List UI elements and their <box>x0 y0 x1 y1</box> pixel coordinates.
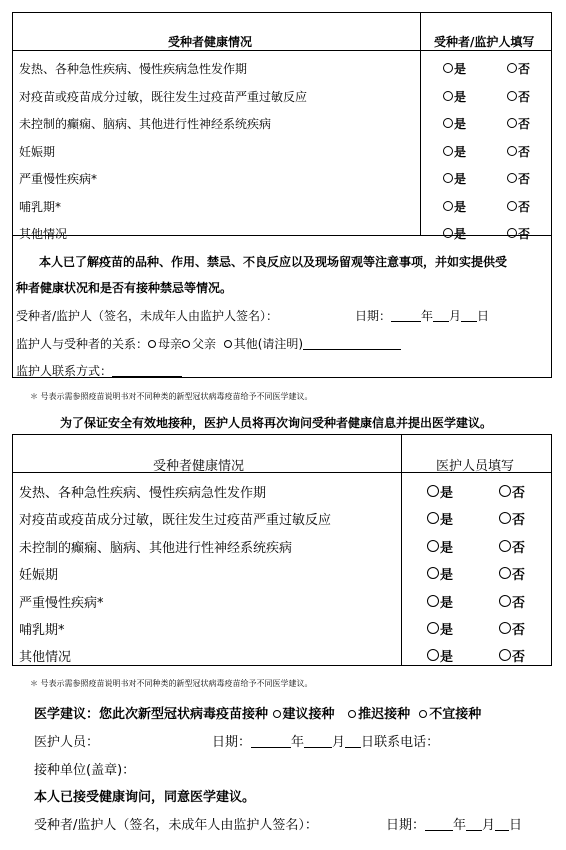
month-field[interactable] <box>433 309 449 322</box>
no-radio-icon[interactable] <box>507 173 517 183</box>
yes-label-2: 是 <box>440 595 454 611</box>
final-signature-label: 受种者/监护人（签名，未成年人由监护人签名）： <box>34 818 318 833</box>
yes-option-2[interactable] <box>427 509 453 528</box>
yes-radio-icon[interactable] <box>427 622 439 634</box>
yes-radio-icon[interactable] <box>427 540 439 552</box>
no-label-2: 否 <box>512 568 526 584</box>
no-radio-icon[interactable] <box>507 63 517 73</box>
no-label: 否 <box>518 199 531 214</box>
final-date-line <box>386 814 522 833</box>
advice-postpone-label: 推迟接种 <box>358 707 411 722</box>
no-radio-icon[interactable] <box>499 567 511 579</box>
yes-option[interactable] <box>443 115 466 132</box>
yes-label-2: 是 <box>440 513 454 529</box>
no-radio-icon[interactable] <box>499 485 511 497</box>
no-radio-icon[interactable] <box>507 146 517 156</box>
medical-advice-line <box>34 703 481 722</box>
recipient-form-table <box>12 12 552 378</box>
yes-radio-icon[interactable] <box>443 228 453 238</box>
no-option-2[interactable] <box>499 564 525 583</box>
medical-staff-form-table <box>12 434 552 666</box>
no-option[interactable] <box>507 143 530 160</box>
radio-recommend[interactable] <box>273 710 281 718</box>
col-header-condition-2: 受种者健康情况 <box>153 459 245 474</box>
yes-label: 是 <box>454 144 467 159</box>
radio-father[interactable] <box>182 340 190 348</box>
final-year-label: 年 <box>453 818 467 833</box>
day-label: 日 <box>477 309 490 323</box>
staff-day-field[interactable] <box>345 735 361 748</box>
yes-radio-icon[interactable] <box>443 118 453 128</box>
condition-label-2: 严重慢性疾病* <box>19 595 104 611</box>
condition-label: 哺乳期* <box>19 199 62 214</box>
relation-label: 监护人与受种者的关系： <box>16 337 149 351</box>
column-divider-2 <box>401 435 402 665</box>
yes-label-2: 是 <box>440 568 454 584</box>
column-divider <box>420 13 421 235</box>
yes-option-2[interactable] <box>427 564 453 583</box>
yes-option[interactable] <box>443 143 466 160</box>
contact-label: 监护人联系方式： <box>16 364 113 378</box>
no-radio-icon[interactable] <box>499 512 511 524</box>
no-label-2: 否 <box>512 595 526 611</box>
year-field[interactable] <box>391 309 421 322</box>
yes-radio-icon[interactable] <box>427 567 439 579</box>
condition-label: 其他情况 <box>19 227 68 241</box>
no-radio-icon[interactable] <box>499 540 511 552</box>
col-header-condition: 受种者健康情况 <box>168 35 253 49</box>
yes-radio-icon[interactable] <box>443 146 453 156</box>
staff-date-label: 日期： <box>212 735 252 750</box>
yes-radio-icon[interactable] <box>443 201 453 211</box>
radio-postpone[interactable] <box>348 710 356 718</box>
vaccination-unit-label: 接种单位(盖章)： <box>34 763 136 778</box>
yes-option-2[interactable] <box>427 619 453 638</box>
relation-mother-label: 母亲 <box>158 337 183 351</box>
yes-label-2: 是 <box>440 540 454 556</box>
condition-label: 严重慢性疾病* <box>19 172 98 186</box>
yes-option[interactable] <box>443 88 466 105</box>
yes-option-2[interactable] <box>427 646 453 665</box>
footnote-2: ＊ 号表示需参照疫苗说明书对不同种类的新型冠状病毒疫苗给予不同医学建议。 <box>30 679 313 688</box>
col-header-fill: 受种者/监护人填写 <box>434 35 535 49</box>
date-label: 日期： <box>355 309 392 323</box>
no-option-2[interactable] <box>499 646 525 665</box>
no-radio-icon[interactable] <box>507 201 517 211</box>
day-field[interactable] <box>461 309 477 322</box>
advice-label: 医学建议：您此次新型冠状病毒疫苗接种 <box>34 707 269 722</box>
contact-field[interactable] <box>112 364 182 377</box>
yes-option[interactable] <box>443 198 466 215</box>
yes-label: 是 <box>454 62 467 76</box>
no-option[interactable] <box>507 60 530 77</box>
relation-other-field[interactable] <box>303 337 401 350</box>
yes-radio-icon[interactable] <box>427 485 439 497</box>
condition-label-2: 其他情况 <box>19 650 72 666</box>
staff-month-label: 月 <box>332 735 346 750</box>
staff-month-field[interactable] <box>304 735 332 748</box>
no-label-2: 否 <box>512 486 526 501</box>
yes-label-2: 是 <box>440 486 454 501</box>
no-label: 否 <box>518 227 531 241</box>
signature-label: 受种者/监护人（签名，未成年人由监护人签名）： <box>16 309 279 323</box>
no-option-2[interactable] <box>499 619 525 638</box>
final-month-field[interactable] <box>466 818 482 831</box>
radio-not-suitable[interactable] <box>419 710 427 718</box>
final-day-label: 日 <box>509 818 523 833</box>
no-option-2[interactable] <box>499 509 525 528</box>
signature-line <box>16 307 278 324</box>
advice-not-suitable-label: 不宜接种 <box>429 707 482 722</box>
staff-label: 医护人员： <box>34 735 100 750</box>
final-year-field[interactable] <box>425 818 453 831</box>
final-day-field[interactable] <box>495 818 509 831</box>
yes-option[interactable] <box>443 60 466 77</box>
yes-label: 是 <box>454 89 467 104</box>
yes-radio-icon[interactable] <box>427 649 439 661</box>
relation-father-label: 父亲 <box>192 337 217 351</box>
condition-label: 妊娠期 <box>19 144 56 159</box>
no-option[interactable] <box>507 170 530 187</box>
table-bottom-divider <box>13 235 551 236</box>
no-label: 否 <box>518 62 531 76</box>
no-label-2: 否 <box>512 513 526 529</box>
final-date-label: 日期： <box>386 818 426 833</box>
no-label: 否 <box>518 144 531 159</box>
no-radio-icon[interactable] <box>507 91 517 101</box>
no-label: 否 <box>518 172 531 186</box>
no-option-2[interactable] <box>499 537 525 556</box>
no-radio-icon[interactable] <box>507 118 517 128</box>
yes-label: 是 <box>454 199 467 214</box>
no-label-2: 否 <box>512 623 526 638</box>
yes-label: 是 <box>454 172 467 186</box>
no-label-2: 否 <box>512 540 526 556</box>
condition-label-2: 对疫苗或疫苗成分过敏，既往发生过疫苗严重过敏反应 <box>19 513 332 529</box>
yes-label: 是 <box>454 227 467 241</box>
statement-cont: 种者健康状况和是否有接种禁忌等情况。 <box>16 281 233 295</box>
staff-year-label: 年 <box>291 735 305 750</box>
col-header-fill-2: 医护人员填写 <box>436 459 515 474</box>
yes-radio-icon[interactable] <box>443 63 453 73</box>
no-option[interactable] <box>507 115 530 132</box>
no-radio-icon[interactable] <box>499 649 511 661</box>
condition-label-2: 未控制的癫痫、脑病、其他进行性神经系统疾病 <box>19 540 293 556</box>
contact-line <box>16 362 182 379</box>
radio-other[interactable] <box>224 340 232 348</box>
yes-label: 是 <box>454 117 467 131</box>
yes-option-2[interactable] <box>427 537 453 556</box>
condition-label-2: 哺乳期* <box>19 623 65 638</box>
no-option-2[interactable] <box>499 592 525 611</box>
no-option[interactable] <box>507 88 530 105</box>
month-label: 月 <box>449 309 462 323</box>
yes-option-2[interactable] <box>427 482 453 501</box>
advice-recommend-label: 建议接种 <box>282 707 335 722</box>
relation-line <box>16 335 401 352</box>
no-radio-icon[interactable] <box>499 595 511 607</box>
condition-label: 发热、各种急性疾病、慢性疾病急性发作期 <box>19 62 248 76</box>
footnote-1: ＊ 号表示需参照疫苗说明书对不同种类的新型冠状病毒疫苗给予不同医学建议。 <box>30 392 313 401</box>
no-label: 否 <box>518 89 531 104</box>
no-radio-icon[interactable] <box>507 228 517 238</box>
radio-mother[interactable] <box>148 340 156 348</box>
staff-day-label: 日 <box>361 735 375 750</box>
staff-date-line <box>212 731 439 750</box>
yes-radio-icon[interactable] <box>443 91 453 101</box>
no-option[interactable] <box>507 198 530 215</box>
yes-label-2: 是 <box>440 623 454 638</box>
consent-statement: 本人已接受健康询问，同意医学建议。 <box>34 790 256 805</box>
statement: 本人已了解疫苗的品种、作用、禁忌、不良反应以及现场留观等注意事项，并如实提供受 <box>39 255 508 269</box>
yes-option-2[interactable] <box>427 592 453 611</box>
condition-label: 未控制的癫痫、脑病、其他进行性神经系统疾病 <box>19 117 272 131</box>
yes-option[interactable] <box>443 170 466 187</box>
phone-label: 联系电话： <box>374 735 440 750</box>
yes-radio-icon[interactable] <box>443 173 453 183</box>
condition-label: 对疫苗或疫苗成分过敏，既往发生过疫苗严重过敏反应 <box>19 89 308 104</box>
section2-intro: 为了保证安全有效地接种，医护人员将再次询问受种者健康信息并提出医学建议。 <box>60 416 493 430</box>
staff-year-field[interactable] <box>251 735 291 748</box>
yes-radio-icon[interactable] <box>427 595 439 607</box>
yes-option[interactable] <box>443 225 466 242</box>
year-label: 年 <box>421 309 434 323</box>
yes-label-2: 是 <box>440 650 454 666</box>
yes-radio-icon[interactable] <box>427 512 439 524</box>
no-option[interactable] <box>507 225 530 242</box>
condition-label-2: 妊娠期 <box>19 568 59 584</box>
no-label-2: 否 <box>512 650 526 666</box>
no-label: 否 <box>518 117 531 131</box>
no-option-2[interactable] <box>499 482 525 501</box>
condition-label-2: 发热、各种急性疾病、慢性疾病急性发作期 <box>19 486 267 501</box>
date-line <box>355 307 489 324</box>
final-month-label: 月 <box>482 818 496 833</box>
header-divider <box>13 50 551 51</box>
no-radio-icon[interactable] <box>499 622 511 634</box>
relation-other-label: 其他(请注明) <box>233 337 304 351</box>
